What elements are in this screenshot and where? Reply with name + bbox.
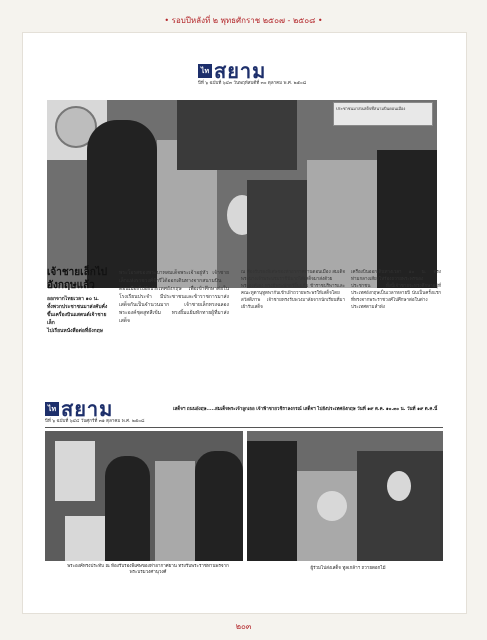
sub-headline-2: เสด็จฯ ถนนอังฤษ.....สมเด็จพระเจ้าลูกเธอ เจ้าฟ้าชายวชิราลงกรณ์ เสด็จฯ ไปยังประเทศอังกฤษ วันที่ ๑๙ ต.ค. ๑๐.๓๐ น. วันที่ ๑๙ ต.ค.นี้	[173, 407, 438, 412]
divider-rule	[45, 427, 443, 428]
lead-line-2: ทั้งพวกประชาชนมาส่งคับคั่ง	[47, 304, 108, 310]
article1-col2: พระโอรสของพระบาทสมเด็จพระเจ้าอยู่หัว เจ้าชายเล็กแห่งราชวงศ์จักรีได้ออกเดินทางจากสนามบินดอนเมืองไปยังประเทศอังกฤษ เพื่อเข้าศึกษาต่อในโรงเรียนประจำ มีประชาชนและข้าราชการมาส่งเสด็จกันเป็นจำนวนมาก เจ้าชายเล็กทรงฉลองพระองค์ชุดสูทสีเข้ม ทรงยิ้มแย้มทักทายผู้ที่มาส่งเสด็จ	[119, 270, 229, 324]
headline-line-2: อังกฤษแล้ว	[47, 280, 95, 291]
masthead-name-2: สยาม	[61, 397, 114, 421]
photo-left	[45, 431, 243, 561]
scrapbook-page	[22, 32, 467, 614]
photo-right	[247, 431, 443, 561]
dateline-1: ปีที่ ๖ ฉบับที่ ๖๔๓ วันพฤหัสบดีที่ ๓๐ ตุลาคม พ.ศ. ๒๕๐๘	[198, 81, 307, 86]
lead-line-3: ขึ้นเครื่องบินแสตนด์เจ้าชายเล็ก	[47, 312, 107, 326]
lead-text-1	[47, 295, 111, 335]
lead-line-1: ออกจากไทยเวลา ๑๐ น.	[47, 296, 99, 302]
page-header: • รอบปีหลังที่ ๒ พุทธศักราช ๒๕๐๗ - ๒๕๐๘ •	[164, 16, 323, 25]
article1-col3: ณ ห้องรับรองพิเศษของท่าอากาศยานดอนเมือง สมเด็จพระนางเจ้าพระบรมราชินีนาถได้เสด็จมาส่งด้วยพระองค์เอง ทรงมีพระพักตร์ยิ้มแย้ม ข้าราชบริพารและคณะทูตานุทูตพากันเข้าเฝ้าถวายพระพรให้เสด็จโดยสวัสดิภาพ เจ้าชายทรงรับพวงมาลัยจากนักเรียนที่มาเฝ้ารับเสด็จ	[241, 270, 345, 310]
headline-1	[47, 266, 115, 292]
page-number: ๒๐๓	[235, 622, 252, 631]
masthead-logo-1: ไท	[198, 64, 212, 78]
lead-line-4: ไปเรียนหนังสือต่อที่อังกฤษ	[47, 328, 103, 334]
main-news-photo	[47, 100, 437, 288]
article1-col4: เครื่องบินออกเดินทางเวลา ๑๐ น. ตรง ท่ามกลางเสียงโห่ร้องถวายพระพรของประชาชน ทั้งนี้เจ้าชายจะทรงศึกษาอยู่ที่ประเทศอังกฤษเป็นเวลาหลายปี นับเป็นครั้งแรกที่ทรงจากพระราชวงศ์ไปศึกษาต่อในต่างประเทศตามลำพัง	[351, 270, 441, 310]
headline-line-1: เจ้าชายเล็กไป	[47, 267, 108, 278]
caption-right: ผู้ร่วมไปส่งเสด็จ ทูลเกล้าฯ ถวายดอกไม้	[310, 566, 386, 571]
masthead-logo-2: ไท	[45, 402, 59, 416]
dateline-2: ปีที่ ๖ ฉบับที่ ๖๔๔ วันศุกร์ที่ ๓๑ ตุลาคม พ.ศ. ๒๕๐๘	[45, 419, 145, 424]
masthead-name-1: สยาม	[214, 59, 267, 83]
banner-sign: ประชาชนมาส่งเสด็จที่สนามบินดอนเมือง	[333, 102, 433, 126]
caption-left: พระองค์ทรงประทับ ณ ห้องรับรองพิเศษของท่าอากาศยาน ทรงรับพระราชทานพรจากพระบรมวงศานุวงศ์	[67, 564, 229, 575]
